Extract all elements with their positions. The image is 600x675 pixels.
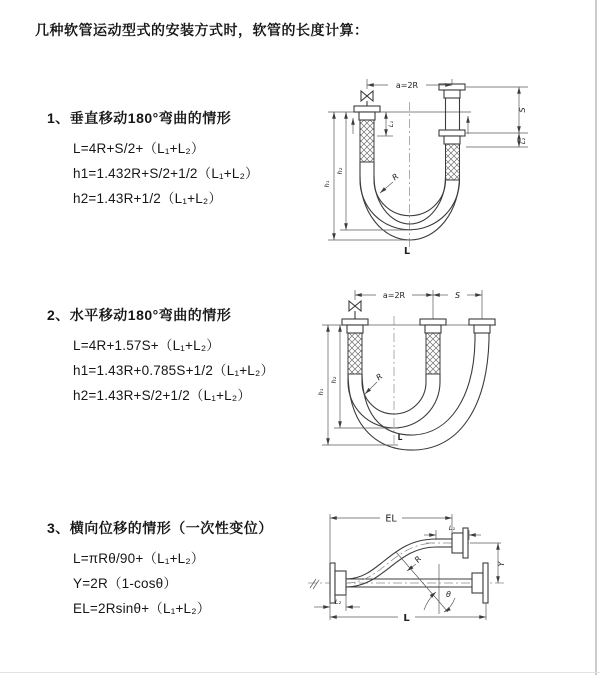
section-vertical-movement [47,108,259,211]
dim-h2 [330,325,398,428]
flange [463,528,468,558]
d1-label-a2r: a=2R [395,81,419,90]
section-1-heading: 1、垂直移动180°弯曲的情形 [47,110,232,126]
formula-h2-1: h2=1.43R+1/2（L₁+L₂） [73,191,223,206]
valve-icon [361,91,373,106]
right-pipe-assembly [469,290,495,340]
formula-h1-1: h1=1.432R+S/2+1/2（L₁+L₂） [73,166,259,181]
formula-length-3: L=πRθ/90+（L₁+L₂） [73,551,205,566]
section-lateral-displacement [47,518,273,621]
dim-y [497,543,506,583]
section-horizontal-movement [47,305,274,408]
union-nut [335,571,346,595]
union-nut-lower [444,136,460,144]
flange [330,563,335,603]
union-nut [347,325,363,333]
d2-label-s: S [454,291,461,300]
right-pipe-assembly [439,79,465,180]
section-2-heading: 2、水平移动180°弯曲的情形 [47,307,232,323]
flange [420,319,446,325]
flange [354,106,380,112]
d2-label-r: R [374,371,385,383]
diagram-horizontal-180-bend [310,282,592,467]
formula-y-3: Y=2R（1-cosθ） [73,576,178,591]
d1-label-r: R [390,171,401,183]
scan-edge-right [595,0,597,675]
diagram-vertical-180-bend [316,72,590,257]
upper-flange-assembly [436,528,468,558]
page-title: 几种软管运动型式的安装方式时，软管的长度计算： [35,22,369,38]
dim-el [330,514,452,563]
flange [342,319,368,325]
radius-callout [407,554,423,571]
dim-a2r [355,291,433,300]
radius-callout [380,172,400,193]
d2-label-h1: h₁ [317,388,325,396]
valve-icon [349,301,361,319]
middle-pipe-assembly [420,290,446,374]
d3-label-l2: L₂ [334,598,342,606]
d3-label-theta: θ [446,590,451,599]
d3-label-r: R [412,554,424,565]
flange-lower [439,130,465,136]
formula-length-2: L=4R+1.57S+（L₁+L₂） [73,338,220,353]
union-nut [425,325,441,333]
formula-h1-2: h1=1.43R+0.785S+1/2（L₁+L₂） [73,363,275,378]
hose-position-2 [348,340,489,450]
braided-hose-section [360,120,374,162]
union-nut [359,112,375,120]
d3-label-y: Y [497,561,506,567]
d1-label-l1: L₁ [387,120,395,128]
d1-label-s: S [518,107,527,113]
radius-callout [365,372,384,394]
braided-hose-section [348,333,362,374]
union-nut [444,90,460,98]
formula-h2-2: h2=1.43R+S/2+1/2（L₁+L₂） [73,388,252,403]
formula-el-3: EL=2Rsinθ+（L₁+L₂） [73,601,211,616]
union-nut [474,325,490,333]
formula-length-1: L=4R+S/2+（L₁+L₂） [73,141,205,156]
s-curve-hose [346,539,436,587]
d2-label-a2r: a=2R [382,291,406,300]
d2-label-h2: h₂ [330,376,338,384]
d3-label-el: EL [385,513,397,525]
flange [469,319,495,325]
dim-l [330,603,486,624]
braided-hose-section [446,144,460,180]
dim-l1 [377,112,395,136]
d1-label-h2: h₂ [336,167,344,175]
centerline-break-mark [310,579,319,589]
d1-label-h1: h₁ [323,180,331,188]
dim-s [466,87,528,147]
section-3-heading: 3、横向位移的情形（一次性变位） [47,520,273,536]
braided-hose-section [426,333,440,374]
d1-label-l2: L₂ [519,137,527,145]
left-pipe-assembly [354,79,380,162]
d3-label-l: L [403,613,410,624]
union-nut [472,573,483,593]
d2-label-l: L [397,433,403,442]
flange [483,563,488,603]
d3-label-l1: L₁ [448,524,456,532]
left-flange-assembly [330,563,346,603]
d1-label-l: L [403,246,411,257]
left-pipe-assembly [342,290,368,374]
union-nut [452,533,463,553]
scan-edge-bottom [0,672,600,673]
right-flange-assembly [472,563,488,603]
diagram-lateral-displacement [298,500,600,655]
dim-s [433,291,482,300]
